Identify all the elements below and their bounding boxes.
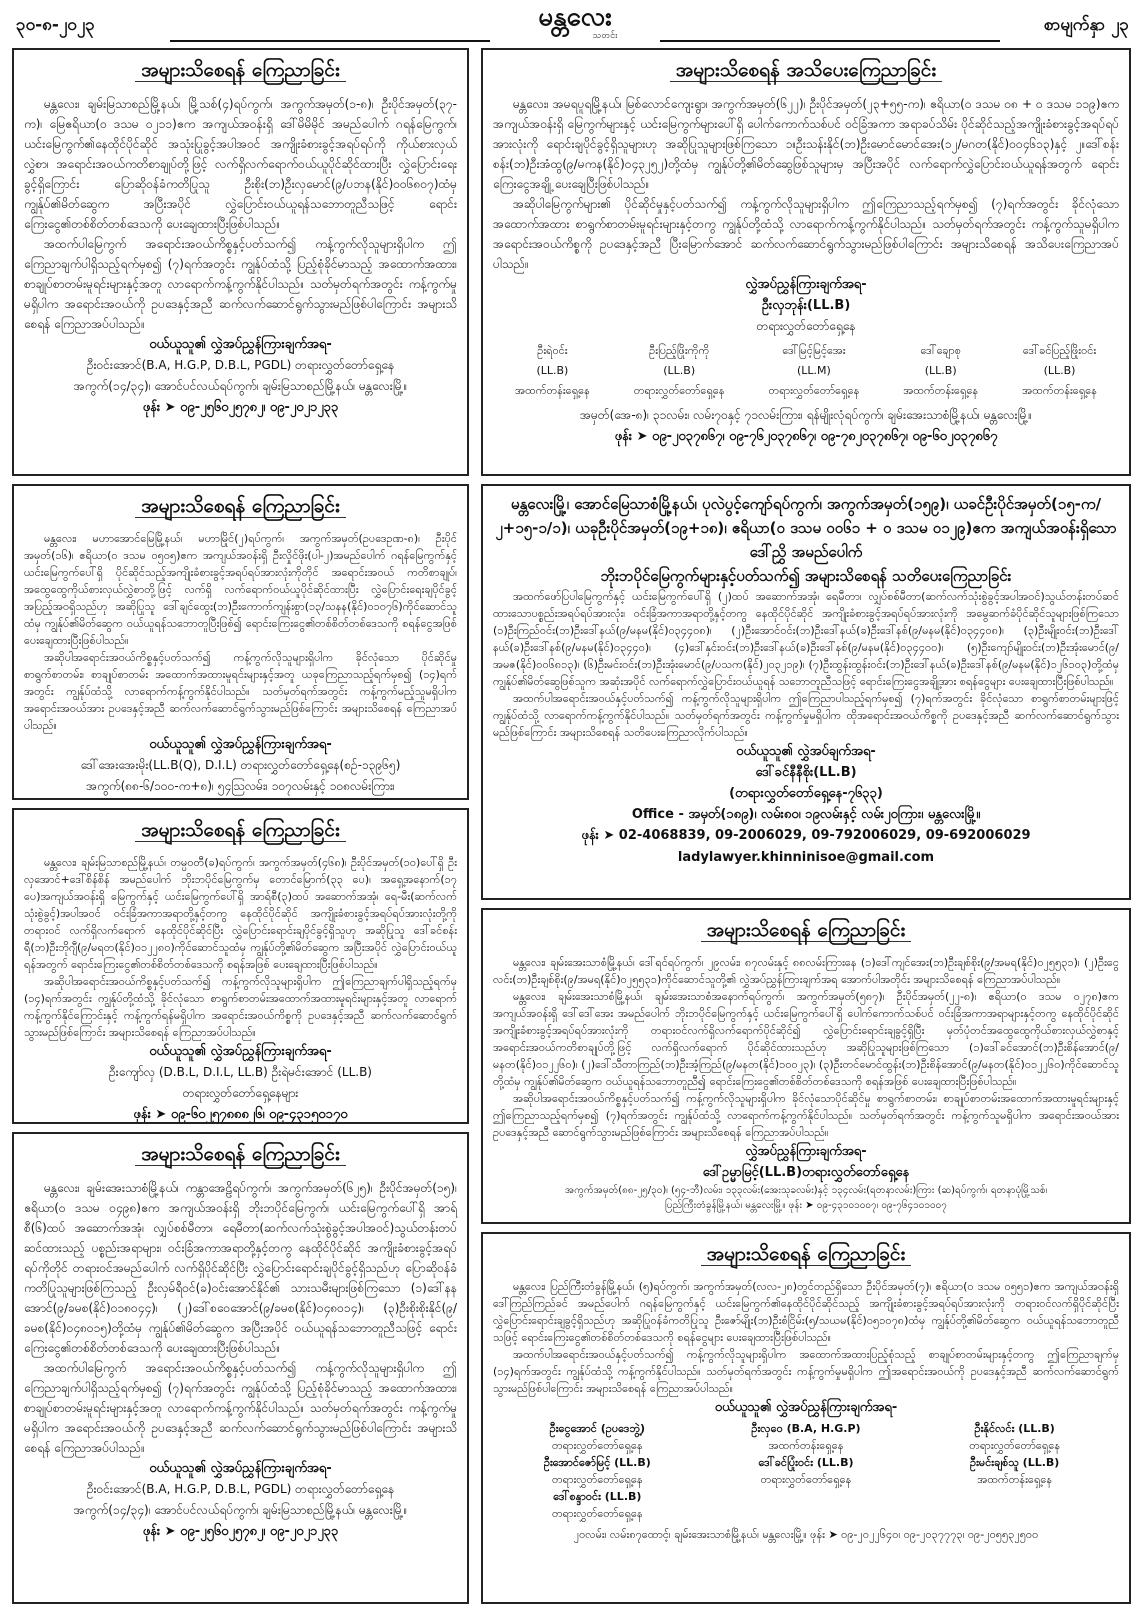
notice-title: အများသိစေရန် ကြေညာခြင်း [493, 918, 1119, 946]
masthead-logo [500, 2, 650, 42]
lawyer-title: (တရားလွှတ်တော်ရှေ့နေ-၇၆၃၃) [729, 786, 883, 801]
phone-line: ဖုန်း ➤ ၀၉-၂၅၆၀၂၅၇၈၂၊ ၀၉-၂၀၂၁၂၃၃ [142, 1524, 339, 1539]
notice-body: အထက်ပါအရောင်းအဝယ်နှင့်ပတ်သက်၍ ကန့်ကွက်လိုသူများရှိပါက ဤကြေညာပါသည့်ရက်မှစ၍ (၇)ရက်အတွင်း ခိုင်လုံသော စာရွက်စာတမ်းများဖြင့် ကျွန်ုပ်ထံသို့ လာရောက်ကန့်ကွက်နိုင်ပါသည်။ သတ်မှတ်ရက်အတွင်း ကန့်ကွက်မှုမရှိပါက ထိုအရောင်းအဝယ်ကိစ္စကို ဥပဒေနှင့်အညီ ဆက်လက်ဆောင်ရွက်သွားမည်ဖြစ်ကြောင်း အများသိစေရန် သတိပေးကြေညာလိုက်ပါသည်။ [493, 692, 1119, 739]
lawyer-address: အကွက်(၁၄/၃၄)၊ အောင်ပင်လယ်ရပ်ကွက်၊ ချမ်းမြသာစည်မြို့နယ်၊ မန္တလေးမြို့။ [73, 1503, 408, 1517]
logo-title: မန္တလေး [538, 2, 612, 32]
signature-intro: ဝယ်ယူသူ၏ လွှဲအပ်ညွှန်ကြားချက်အရ- [149, 737, 332, 752]
lawyer-address: အကွက်(၁၄/၃၄)၊ အောင်ပင်လယ်ရပ်ကွက်၊ ချမ်းမြသာစည်မြို့နယ်၊ မန္တလေးမြို့။ [73, 379, 408, 393]
notice-subtitle: ဘိုးဘပိုင်မြေကွက်များနှင့်ပတ်သက်၍ အများသိစေရန် သတိပေးကြေညာခြင်း [600, 567, 1012, 585]
email-address[interactable]: ladylawyer.khinninisoe@gmail.com [677, 850, 935, 865]
lawyer-address-2: ပြည်ကြီးတံခွန်မြို့နယ်၊ မန္တလေးမြို့။ ဖုန်း ➤ ၀၉-၄၃၁၀၁၀၀၇၊ ၀၉-၇၆၄၁၀၁၀၀၇ [665, 1200, 947, 1211]
notice-body: မန္တလေး၊ အမရပူရမြို့နယ်၊ မြစ်လောင်ကျေးရွာ၊ အကွက်အမှတ်(၆၂၂)၊ ဦးပိုင်အမှတ်(၂၃+၅၅-က)၊ ဧရိယာ(၀ ဒသမ ၀၈ + ၀ ဒသမ ၁၁၉)ဧက အကျယ်အဝန်းရှိ မြေကွက်များနှင့် ယင်းမြေကွက်များပေါ်ရှိ ပေါက်ကောက်သစ်ပင် ဝင်ခြံအကာ အရာခပ်သိမ်း ပိုင်ဆိုင်သည့်အကျိုးခံစားခွင့်အရပ်ရပ်အားလုံးကို ရောင်းချပိုင်ခွင့်ရှိသူများဟု အဆိုပြုသူများဖြစ်ကြသော ၁။ဦးသန်းနိုင်(ဘ)ဦးမောင်မောင်အေး(၁၂/မဂတ(နိုင်)၀၀၄၆၁၃)နှင့် ၂။ဒေါ်စန်းစန်း(ဘ)ဦးအံထွ(၉/မကန(နိုင်)၀၄၃၂၅၂)တို့ထံမှ ကျွန်ုပ်တို့၏မိတ်ဆွေဖြစ်သူများမှ အပြီးအပိုင် လက်ရောက်လွှဲပြောင်းဝယ်ယူရန်အတွက် ရောင်းကြေးငွေအချို့ ပေးချေပြီးဖြစ်ပါသည်။ [493, 97, 1119, 191]
lawyer-entry: ဦးရဲဝင်း (LL.B) အထက်တန်းရှေ့နေ [514, 344, 590, 397]
lawyer-list [493, 1420, 1119, 1522]
signature-intro: ဝယ်ယူသူ၏ လွှဲအပ်ညွှန်ကြားချက်အရ- [714, 1400, 898, 1415]
notice-title: မန္တလေးမြို့၊ အောင်မြေသာစံမြို့နယ်၊ ပုလဲပွင့်ကျော်ရပ်ကွက်၊ အကွက်အမှတ်(၁၅၉)၊ ယခင်ဦးပိုင်အမှတ်(၁၅-က/၂+၁၅-၁/၁)၊ ယခုဦးပိုင်အမှတ်(၁၉+၁၈)၊ ဧရိယာ(၀ ဒသမ ၀၀၆၁ + ၀ ဒသမ ၀၁၂၉)ဧက အကျယ်အဝန်းရှိသော ဒေါ်ညွှိ အမည်ပေါက် [495, 495, 1117, 561]
notice-body: အထက်ပါမြေကွက် အရောင်းအဝယ်ကိစ္စနှင့်ပတ်သက်၍ ကန့်ကွက်လိုသူများရှိပါက ဤကြေညာချက်ပါရှိသည့်ရက်မှစ၍ (၇)ရက်အတွင်း ကျွန်ုပ်ထံသို့ ပြည့်စုံခိုင်မာသည့် အထောက်အထား၊ စာချုပ်စာတမ်းမူရင်းများနှင့်အတူ လာရောက်ကန့်ကွက်နိုင်ပါသည်။ သတ်မှတ်ရက်အတွင်း ကန့်ကွက်မှုမရှိပါက အရောင်းအဝယ်ကို ဥပဒေနှင့်အညီ ဆက်လက်ဆောင်ရွက်သွားမည်ဖြစ်ပါကြောင်း အများသိစေရန် ကြေညာအပ်ပါသည်။ [24, 237, 457, 331]
notice-1 [12, 48, 469, 476]
signature-intro: ဝယ်ယူသူ၏ လွှဲအပ်ညွှန်ကြားချက်အရ- [149, 337, 332, 352]
lawyer-address: အကွက်အမှတ်(၈၈-၂၅/၃၀)၊ (၅၄-ဘီ)လမ်း၊ ၁၃၃လမ်း(အေးသုခလမ်း)နှင့် ၁၃၄လမ်း(ရတနာလမ်း)ကြား (ဆ)ရပ်ကွက်၊ ရတနာပုံမြို့သစ်၊ [564, 1185, 1048, 1196]
phone-line: ဖုန်း ➤ ၀၉-၂၅၆၀၂၅၇၈၂၊ ၀၉-၂၀၂၁၂၃၃ [142, 400, 339, 415]
lawyer-entry: ဒေါ်စန္ဒာဝင်း (LL.B) တရားလွှတ်တော်ရှေ့နေ [551, 1490, 643, 1520]
notice-title: အများသိစေရန် ကြေညာခြင်း [24, 818, 457, 846]
lawyer-entry: ဦးအောင်ဇော်မြင့် (LL.B) တရားလွှတ်တော်ရှေ့နေ [543, 1456, 651, 1486]
lawyer-entry: ဦးလှဝေ (B.A, H.G.P) အထက်တန်းရှေ့နေ [751, 1422, 861, 1452]
notice-body: မန္တလေး၊ ချမ်းအေးသာစံမြို့နယ်၊ ဒေါ်ရင်ရပ်ကွက်၊ ၂၉လမ်း၊ ၈၇လမ်းနှင့် ၈၈လမ်းကြားနေ (၁)ဒေါ်ကျင်အေး(ဘ)ဦးချစ်စိုး(၉/အမရ(နိုင်)၀၂၅၅၃၁)၊ (၂)ဦးငွေလင်း(ဘ)ဦးချစ်စိုး(၉/အမရ(နိုင်)၀၂၅၅၃၁)ကိုင်ဆောင်သူတို့၏ လွှဲအပ်ညွှန်ကြားချက်အရ အောက်ပါအတိုင်း အများသိစေရန် ကြေညာအပ်ပါသည်။ [493, 956, 1119, 986]
header-rule-left [170, 40, 490, 42]
logo-subtitle: သတင်း [592, 31, 618, 41]
phone-line: ဖုန်း ➤ ၀၉-၂၀၃၇၈၆၇၊ ၀၉-၇၆၂၀၃၇၈၆၇၊ ၀၉-၇၈၂၀၃၇၈၆၇၊ ၀၉-၆၀၂၀၃၇၈၆၇ [614, 429, 998, 444]
lawyer-name: ဦးဝင်းအောင်(B.A, H.G.P, D.B.L, PGDL) တရားလွှတ်တော်ရှေ့နေ [86, 1482, 395, 1496]
notice-title: အများသိစေရန် ကြေညာခြင်း [24, 1142, 457, 1170]
lawyer-entry: ဒေါ်ချောစု (LL.B) အထက်တန်းရှေ့နေ [903, 344, 979, 397]
issue-date: ၃၀-၈-၂၀၂၃ [16, 15, 95, 35]
notice-body: မန္တလေး၊ ချမ်းအေးသာစံမြို့နယ်၊ ချမ်းအေးသာစံအနောက်ရပ်ကွက်၊ အကွက်အမှတ်(၅၈၇)၊ ဦးပိုင်အမှတ်(၂၂-၈)၊ ဧရိယာ(၀ ဒသမ ၀၂၇၈)ဧက အကျယ်အဝန်းရှိ ဒေါ်ဒေါ်အေး အမည်ပေါက် ဘိုးဘပိုင်မြေကွက်နှင့် ယင်းမြေကွက်ပေါ်ရှိ ပေါက်ကောက်သစ်ပင် ဝင်းခြံအကာအရာများနှင့်တကွ နေထိုင်ပိုင်ဆိုင် အကျိုးခံစားခွင့်အရပ်ရပ်အားလုံးကို တရားဝင်လက်ရှိလက်ရောက်ပိုင်ဆိုင်၍ လွှဲပြောင်းရောင်းချခွင့်ရှိပြီး မှတ်ပုံတင်အထွေထွေကိုယ်စားလှယ်လွှဲစာနှင့် အရောင်းအဝယ်ကတိစာချုပ်တို့ဖြင့် လက်ရှိလက်ရောက် ပိုင်ဆိုင်ထားသည်ဟု အဆိုပြုသူများဖြစ်ကြသော (၁)ဒေါ်ခင်အောင်(ဘ)ဦးစိန်အောင်(၉/မနတ(နိုင်)၀၁၂၂၆၀)၊ (၂)ဒေါ်သီတာကြည်(ဘ)ဦးအံ့ကြည်(၉/မနတ(နိုင်)၁၀၀၂၃)၊ (၃)ဦးတင်မောင်ထွန်း(ဘ)ဦးစိန်အောင်(၉/မနတ(နိုင်)၀၁၂၂၆၀)ကိုင်ဆောင်သူတို့ထံမှ ကျွန်ုပ်၏မိတ်ဆွေက ဝယ်ယူရန်သဘောတူညီ၍ ရောင်းကြေးငွေ၏တစ်စိတ်တစ်ဒေသကို စရန်အဖြစ် ပေးချေထားပြီးဖြစ်ပါသည်။ [493, 990, 1119, 1088]
signature-intro: ဝယ်ယူသူ၏ လွှဲအပ်ချက်အရ- [736, 744, 876, 759]
lawyer-entry: ဦးနိုင်လင်း (LL.B) တရားလွှတ်တော်ရှေ့နေ [969, 1422, 1061, 1452]
notice-4 [481, 484, 1131, 900]
lawyer-names: ဦးကျော်လှ (D.B.L, D.I.L, LL.B) ဦးရဲမင်းအောင် (LL.B) [109, 1065, 372, 1079]
notice-3 [12, 484, 469, 800]
lawyer-entry: ဦးပြည့်ဖြိုးကိုကို (LL.B) တရားလွှတ်တော်ရှေ့နေ [633, 344, 725, 397]
lawyer-address: အကွက်(၈၈-၆/၁၀၀-က+၈)၊ ၅၄ဩလမ်း၊ ၁၀၇လမ်းနှင့် ၁၀၈လမ်းကြား၊ [86, 779, 395, 793]
phone-line: ဖုန်း ➤ 02-4068839, 09-2006029, 09-792006029, 09-692006029 [581, 828, 1031, 843]
lawyer-name: ဦးဝင်းအောင်(B.A, H.G.P, D.B.L, PGDL) တရားလွှတ်တော်ရှေ့နေ [86, 358, 395, 372]
office-address: Office - အမှတ်(၁၈၉)၊ လမ်း၈၀၊ ၁၉လမ်းနှင့် လမ်း၂၀ကြား၊ မန္တလေးမြို့။ [631, 807, 981, 822]
office-address: အမှတ်(အေ-၈)၊ ၃၁လမ်း၊ လမ်း၇၀နှင့် ၇၁လမ်းကြား၊ ရန်မျိုးလုံရပ်ကွက်၊ ချမ်းအေးသာစံမြို့နယ်၊ မန္တလေးမြို့။ [580, 408, 1032, 422]
phone-line: ဖုန်း ➤ ၀၉-၆၀၂၅၇၈၈၈၂၆၊ ၀၉-၄၃၁၅၀၁၇၀ [133, 1107, 348, 1122]
notice-body: မန္တလေး၊ ချမ်းမြသာစည်မြို့နယ်၊ တမ္ပဝတီ(ခ)ရပ်ကွက်၊ အကွက်အမှတ်(၄၆၈)၊ ဦးပိုင်အမှတ်(၁၀)ပေါ်ရှိ ဦးလှအောင်+ဒေါ်စိန်စိန် အမည်ပေါက် ဘိုးဘပိုင်မြေကွက်မှ တောင်မြောက်(၃၃ ပေ)၊ အရှေ့အနောက်(၁၇ ပေ)အကျယ်အဝန်းရှိ မြေကွက်နှင့် ယင်းမြေကွက်ပေါ်ရှိ အာရ်စီ(၃)ထပ် အဆောက်အအုံ၊ ရေ-မီး(ဆက်လက်သုံးစွဲခွင့်)အပါအဝင် ဝင်းခြံအကာအရာတို့နှင့်တကွ နေထိုင်ပိုင်ဆိုင် အကျိုးခံစားခွင့်အရပ်ရပ်အားလုံးတို့ကို တရားဝင် လက်ရှိလက်ရောက် နေထိုင်ပိုင်ဆိုင်ပြီး လွှဲပြောင်းရောင်းချပိုင်ခွင့်ရှိသူဟု အဆိုပြုသူ ဒေါ်ခင်စန်းရီ(ဘ)ဦးဘိုဂျီ(၉/မရတ(နိုင်)၀၁၂၂၈၀)ကိုင်ဆောင်သူထံမှ ကျွန်ုပ်တို့၏မိတ်ဆွေက အပြီးအပိုင် လွှဲပြောင်းဝယ်ယူရန်အတွက် ရောင်းကြေးငွေ၏တစ်စိတ်တစ်ဒေသကို စရန်အဖြစ် ပေးချေထားပြီးဖြစ်ပါသည်။ [24, 856, 457, 971]
signature-intro: ဝယ်ယူသူ၏ လွှဲအပ်ညွှန်ကြားချက်အရ- [149, 1044, 332, 1059]
lawyer-entry: ဦးငွေအောင် (ဥပဒေဘွဲ့) တရားလွှတ်တော်ရှေ့နေ [549, 1422, 646, 1452]
lawyer-title: တရားလွှတ်တော်ရှေ့နေများ [182, 1086, 299, 1100]
signature-intro: ဝယ်ယူသူ၏ လွှဲအပ်ညွှန်ကြားချက်အရ- [149, 1461, 332, 1476]
notice-body: မန္တလေး၊ ချမ်းမြသာစည်မြို့နယ်၊ မြို့သစ်(၄)ရပ်ကွက်၊ အကွက်အမှတ်(၁-၈)၊ ဦးပိုင်အမှတ်(၃၇-က)၊ မြေဧရိယာ(၀ ဒသမ ၀၂၁၁)ဧက အကျယ်အဝန်းရှိ ဒေါ်မိမိမိုင် အမည်ပေါက် ဂရန်မြေကွက်၊ ယင်းမြေကွက်၏နေထိုင်ပိုင်ဆိုင် အသုံးပြုခွင့်အပါအဝင် အကျိုးခံစားခွင့်အရပ်ရပ်ကို ကိုယ်စားလှယ်လွှဲစာ၊ အရောင်းအဝယ်ကတိစာချုပ်တို့ဖြင့် လက်ရှိလက်ရောက်ဝယ်ယူပိုင်ဆိုင်ထားပြီး လွှဲပြောင်းရေးခွင့်ရှိကြောင်း ပြောဆိုဝန်ခံကတိပြုသူ ဦးစိုး(ဘ)ဦးလှမောင်(၉/ပဘန(နိုင်)၀၀၆၈၀၇)ထံမှ ကျွန်ုပ်၏မိတ်ဆွေက အပြီးအပိုင် လွှဲပြောင်းဝယ်ယူရန်သဘောတူညီသဖြင့် ရောင်းကြေးငွေ၏တစ်စိတ်တစ်ဒေသကို ပေးချေထားပြီးဖြစ်ပါသည်။ [24, 97, 457, 231]
lawyer-list [493, 341, 1119, 401]
notice-5 [12, 808, 469, 1124]
notice-body: အထက်ဖော်ပြပါမြေကွက်နှင့် ယင်းမြေကွက်ပေါ်ရှိ (၂)ထပ် အဆောက်အအုံ၊ ရေမီတာ၊ လျှပ်စစ်မီတာ(ဆက်လက်သုံးစွဲခွင့်အပါအဝင်)သွယ်တန်းတပ်ဆင်ထားသောပစ္စည်းအရပ်ရပ်အားလုံး၊ ဝင်းခြံအကာအရာတို့နှင့်တကွ နေထိုင်ပိုင်ဆိုင် အကျိုးခံစားခွင့်အရပ်ရပ်အားလုံးကို အမွေဆက်ခံပိုင်ဆိုင်သူများဖြစ်ကြသော (၁)ဦးကြည်ဝင်း(ဘ)ဦးဒေါ်နယ်(၉/မနမ(နိုင်)၀၃၄၄၀၈)၊ (၂)ဦးအောင်ဝင်း(ဘ)ဦးဒေါ်နယ်(ခ)ဦးဒေါ်နစ်(၉/မနမ(နိုင်)၀၃၄၄၀၈)၊ (၃)ဦးမျိုးဝင်း(ဘ)ဦးဒေါ်နယ်(ခ)ဦးဒေါ်နစ်(၉/မနမ(နိုင်)၀၃၄၄၀)၊ (၄)ဒေါ်နှင်းဝင်း(ဘ)ဦးဒေါ်နယ်(ခ)ဦးဒေါ်နစ်(၉/မနမ(နိုင်)၀၃၄၄၀၀)၊ (၅)ဦးကျော်မျိုးဝင်း(ဘ)ဦးအုံးမောင်(၉/အမဇ(နိုင်)၀၀၆၈၁၃)၊ (၆)ဦးမင်းဝင်း(ဘ)ဦးအုံးမောင်(၉/ပသက(နိုင်)၂၀၃၂၁၉)၊ (၇)ဦးထွန်းထွန်းဝင်း(ဘ)ဦးဒေါ်နယ်(ခ)ဦးဒေါ်နစ်(၉/မနမ(နိုင်)၁၂၆၁၀၃)တို့ထံမှ ကျွန်ုပ်၏မိတ်ဆွေဖြစ်သူက အဆုံးအပိုင် လက်ရောက်လွှဲပြောင်းဝယ်ယူရန် သဘောတူညီသဖြင့် ရောင်းကြေးငွေအချို့အား စရန်ငွေများ ပေးချေထားပြီးဖြစ်ပါသည်။ [493, 590, 1119, 688]
page-header [0, 0, 1145, 46]
notice-body: မန္တလေး၊ ပြည်ကြီးတံခွန်မြို့နယ်၊ (၅)ရပ်ကွက်၊ အကွက်အမှတ်(လလ-၂၈)တွင်တည်ရှိသော ဦးပိုင်အမှတ်(၇)၊ ဧရိယာ(၀ ဒသမ ၀၅၅၁)ဧက အကျယ်အဝန်းရှိ ဒေါ်ကြည်ကြည်ခင် အမည်ပေါက် ဂရန်မြေကွက်နှင့် ယင်းမြေကွက်၏နေထိုင်ပိုင်ဆိုင်သည့် အကျိုးခံစားခွင့်အရပ်ရပ်အားလုံးကို တရားဝင်လက်ရှိပိုင်ဆိုင်ပြီး လွှဲပြောင်းရောင်းချခွင့်ရှိသည်ဟု အဆိုပြုဝန်ခံကတိပြုသူ ဦးဇော်မျိုး(ဘ)ဦးစံငြိမ်း(၅/သယမ(နိုင်)၀၅၁၀၇၈)ထံမှ ကျွန်ုပ်တို့၏မိတ်ဆွေက ဝယ်ယူရန်သဘောတူညီသဖြင့် ရောင်းကြေးငွေ၏တစ်စိတ်တစ်ဒေသကို စရန်ငွေများ ပေးချေထားပြီးဖြစ်ပါသည်။ [493, 1280, 1119, 1344]
notice-body: အထက်ပါအရောင်းအဝယ်နှင့်ပတ်သက်၍ ကန့်ကွက်လိုသူများရှိပါက အထောက်အထားပြည့်စုံသည့် စာချုပ်စာတမ်းများနှင့်တကွ ဤကြေညာချက်မှ (၁၄)ရက်အတွင်း ကျွန်ုပ်ထံသို့ ကန့်ကွက်နိုင်ပါသည်။ သတ်မှတ်ရက်အတွင်း ကန့်ကွက်မှုမရှိပါက ဤအရောင်းအဝယ်ကို ဥပဒေနှင့်အညီ ဆက်လက်ဆောင်ရွက်သွားမည်ဖြစ်ပါကြောင်း အများသိစေရန် ကြေညာအပ်ပါသည်။ [493, 1348, 1119, 1395]
lawyer-address-2 [24, 797, 457, 800]
lawyer-entry: ဒေါ်မြင့်မြင့်အေး (LL.M) တရားလွှတ်တော်ရှေ့နေ [768, 344, 860, 397]
notice-body: အဆိုပါအရောင်းအဝယ်ကိစ္စနှင့်ပတ်သက်၍ ကန့်ကွက်လိုသူများရှိပါက ခိုင်လုံသော ပိုင်ဆိုင်မှုစာရွက်စာတမ်း၊ စာချုပ်စာတမ်း အထောက်အထားမူရင်းများနှင့်အတူ ယခုကြေညာသည့်ရက်မှစ၍ (၁၄)ရက်အတွင်း ကျွန်ုပ်ထံသို့ လာရောက်ကန့်ကွက်နိုင်ပါသည်။ သတ်မှတ်ရက်အတွင်း ကန့်ကွက်မည့်သူမရှိပါက အရောင်းအဝယ်အား ဥပဒေနှင့်အညီ ဆက်လက်ဆောင်ရွက်သွားမည်ဖြစ်ကြောင်း အများသိစေရန် ကြေညာအပ်ပါသည်။ [24, 651, 457, 732]
notice-8 [481, 1232, 1131, 1604]
notice-body: မန္တလေး၊ ချမ်းအေးသာစံမြို့နယ်၊ ကန္တာအေဠိရပ်ကွက်၊ အကွက်အမှတ်(၆၂၅)၊ ဦးပိုင်အမှတ်(၁၅)၊ ဧရိယာ(၀ ဒသမ ၀၄၉၈)ဧက အကျယ်အဝန်းရှိ ဘိုးဘပိုင်မြေကွက်၊ ယင်းမြေကွက်ပေါ်ရှိ အာရ်စီ(၆)ထပ် အဆောက်အအုံ၊ လျှပ်စစ်မီတာ၊ ရေမီတာ(ဆက်လက်သုံးစွဲခွင့်အပါအဝင်)သွယ်တန်းတပ်ဆင်ထားသည့် ပစ္စည်းအရာများ၊ ဝင်းခြံအကာအရာတို့နှင့်တကွ နေထိုင်ပိုင်ဆိုင် အကျိုးခံစားခွင့်အရပ်ရပ်ကိုတိုင် တရားဝင်အမည်ပေါက် လက်ရှိပိုင်ဆိုင်ပြီး လွှဲပြောင်းရောင်းချပိုင်ခွင့်ရှိသည်ဟု ပြောဆိုဝန်ခံကတိပြုသူများဖြစ်ကြသည့် ဦးလှမ်ရီဝင်(ခ)ဝင်းအောင်နိုင်၏ သားသမီးများဖြစ်ကြသော (၁)ဒေါ်နနအောင်(၉/ခမစ(နိုင်)၀၁၈၀၄၄)၊ (၂)ဒေါ်စဝေအောင်(၉/ခမစ(နိုင်)၀၄၈၀၁၄)၊ (၃)ဦးစိုးစိုးနိုင်(၉/ခမစ(နိုင်)၀၄၈၀၁၅)တို့ထံမှ ကျွန်ုပ်၏မိတ်ဆွေက အပြီးအပိုင် ဝယ်ယူရန်သဘောတူညီသဖြင့် ရောင်းကြေးငွေ၏တစ်စိတ်တစ်ဒေသကို ပေးချေထားပြီးဖြစ်ပါသည်။ [24, 1181, 457, 1355]
notice-title: အများသိစေရန် ကြေညာခြင်း [24, 58, 457, 86]
lawyer-entry: ဒေါ်ခင်ပြုံးဝင်း (LL.B) တရားလွှတ်တော်ရှေ့နေ [758, 1456, 854, 1486]
lawyer-entry: ဒေါ်ခင်ပြည့်ဖြိုးဝင်း (LL.B) အထက်တန်းရှေ့နေ [1022, 344, 1097, 397]
lawyer-name: ဒေါ်အေးအေးမိုး(LL.B(Q), D.I.L) တရားလွှတ်တော်ရှေ့နေ(စဉ်-၁၃၉၆၅) [80, 758, 401, 772]
notice-body: အဆိုပါအရောင်းအဝယ်ကိစ္စနှင့်ပတ်သက်၍ ကန့်ကွက်လိုသူများရှိပါက ခိုင်လုံသောပိုင်ဆိုင်မှု စာရွက်စာတမ်း၊ စာချုပ်စာတမ်းအထောက်အထားမူရင်းများနှင့် ဤကြေညာသည့်ရက်မှစ၍ (၇)ရက်အတွင်း ကျွန်ုပ်ထံသို့ လာရောက်ကန့်ကွက်နိုင်ပါသည်။ သတ်မှတ်ရက်အတွင်း ကန့်ကွက်သူမရှိပါက အရောင်းအဝယ်အား ဥပဒေနှင့်အညီ ဆောင်ရွက်သွားမည်ဖြစ်ကြောင်း အများသိစေရန် ကြေညာအပ်ပါသည်။ [493, 1092, 1119, 1139]
notice-title: အများသိစေရန် ကြေညာခြင်း [493, 1242, 1119, 1270]
notice-body: အဆိုပါအရောင်းအဝယ်ကိစ္စနှင့်ပတ်သက်၍ ကန့်ကွက်လိုသူများရှိပါက ဤကြေညာချက်ပါရှိသည့်ရက်မှ (၁၄)ရက်အတွင်း ကျွန်ုပ်တို့ထံသို့ ခိုင်လုံသော စာရွက်စာတမ်းအထောက်အထားမူရင်းများနှင့်အတူ လာရောက်ကန့်ကွက်နိုင်ကြောင်းနှင့် ကန့်ကွက်ရန်မရှိပါက အရောင်းအဝယ်ကိစ္စကို ဥပဒေနှင့်အညီ ဆက်လက်ဆောင်ရွက်သွားမည်ဖြစ်ကြောင်း အများသိစေရန် ကြေညာအပ်ပါသည်။ [24, 975, 457, 1039]
signature-intro: လွှဲအပ်ညွှန်ကြားချက်အရ- [745, 1144, 867, 1159]
lawyer-name: ဦးလှဘုန်း(LL.B) [761, 298, 851, 313]
lawyer-name: ဒေါ်ခင်နီနီစိုး(LL.B) [755, 765, 857, 780]
notice-7 [481, 908, 1131, 1224]
lawyer-entry: ဦးမင်းချစ်သူ (LL.B) အထက်တန်းရှေ့နေ [970, 1456, 1060, 1486]
notice-body: မန္တလေး၊ မဟာအောင်မြေမြို့နယ်၊ မဟာမြိုင်(၂)ရပ်ကွက်၊ အကွက်အမှတ်(ဥပဒေဥဏ-၈)၊ ဦးပိုင်အမှတ်(၁၆)၊ ဧရိယာ(၀ ဒသမ ၀၅၀၅)ဧက အကျယ်အဝန်းရှိ ဦးလှိုင်ဖိုး(ပါ-၂)အမည်ပေါက် ဂရန်မြေကွက်နှင့် ယင်းမြေကွက်ပေါ်ရှိ ပိုင်ဆိုင်သည့်အကျိုးခံစားခွင့်အရပ်ရပ်အားလုံးကိုတိုင် အရောင်းအဝယ် ကတိစာချုပ်၊ အထွေထွေကိုယ်စားလှယ်လွှဲစာတို့ဖြင့် လက်ရှိ လက်ရောက်ဝယ်ယူပိုင်ဆိုင်ထားပြီး လွှဲပြောင်းရေးချပိုင်ခွင့် အပြည့်အဝရှိသည်ဟု အဆိုပြုသူ ဒေါ်ချင်ထွေး(ဘ)ဦးကောက်ကျန်းစွာ(၁၃/သနန(နိုင်)၀၁၀၇၆)ကိုင်ဆောင်သူထံမှ ကျွန်ုပ်၏မိတ်ဆွေက ဝယ်ယူရန်သဘောတူပြီးဖြစ်၍ ရောင်းကြေးငွေ၏တစ်စိတ်တစ်ဒေသကို စရန်ငွေအဖြစ် ပေးချေထားပြီးဖြစ်ပါသည်။ [24, 532, 457, 647]
office-address: ၂၀လမ်း၊ လမ်း၈၇ထောင့်၊ ချမ်းအေးသာစံမြို့နယ်၊ မန္တလေးမြို့။ ဖုန်း ➤ ၀၉-၂၀၂၂၆၄၀၊ ၀၉-၂၀၃၇၇၇၃၊ ၀၉-၂၀၅၅၃၂၅၀၀ [573, 1528, 1039, 1541]
header-rule-right [660, 40, 1000, 42]
notice-title: အများသိစေရန် အသိပေးကြေညာခြင်း [493, 58, 1119, 86]
signature-intro: လွှဲအပ်ညွှန်ကြားချက်အရ- [745, 277, 867, 292]
notice-6 [12, 1132, 469, 1604]
lawyer-name: ဒေါ်ဥမ္မာမြင့်(LL.B)တရားလွှတ်တော်ရှေ့နေ [702, 1165, 910, 1180]
notice-2 [481, 48, 1131, 476]
page-number: စာမျက်နှာ ၂၃ [1043, 15, 1129, 35]
notice-title: အများသိစေရန် ကြေညာခြင်း [24, 494, 457, 522]
lawyer-title: တရားလွှတ်တော်ရှေ့နေ [756, 319, 856, 333]
notice-body: အထက်ပါမြေကွက် အရောင်းအဝယ်ကိစ္စနှင့်ပတ်သက်၍ ကန့်ကွက်လိုသူများရှိပါက ဤကြေညာချက်ပါရှိသည့်ရက်မှစ၍ (၇)ရက်အတွင်း ကျွန်ုပ်ထံသို့ ပြည့်စုံခိုင်မာသည့် အထောက်အထား၊ စာချုပ်စာတမ်းမူရင်းများနှင့်အတူ လာရောက်ကန့်ကွက်နိုင်ပါသည်။ သတ်မှတ်ရက်အတွင်း ကန့်ကွက်မှုမရှိပါက အရောင်းအဝယ်ကို ဥပဒေနှင့်အညီ ဆက်လက်ဆောင်ရွက်သွားမည်ဖြစ်ပါကြောင်း အများသိစေရန် ကြေညာအပ်ပါသည်။ [24, 1361, 457, 1455]
notice-body: အဆိုပါမြေကွက်များ၏ ပိုင်ဆိုင်မှုနှင့်ပတ်သက်၍ ကန့်ကွက်လိုသူများရှိပါက ဤကြေညာသည့်ရက်မှစ၍ (၇)ရက်အတွင်း ခိုင်လုံသောအထောက်အထား စာရွက်စာတမ်းမူရင်းများနှင့်တကွ ကျွန်ုပ်တို့ထံသို့ လာရောက်ကန့်ကွက်နိုင်ပါသည်။ သတ်မှတ်ရက်အတွင်း ကန့်ကွက်သူမရှိပါက အရောင်းအဝယ်ကိစ္စကို ဥပဒေနှင့်အညီ ပြီးမြောက်အောင် ဆက်လက်ဆောင်ရွက်သွားမည်ဖြစ်ပါကြောင်း အများသိစေရန် အသိပေးကြေညာအပ်ပါသည်။ [493, 197, 1119, 271]
